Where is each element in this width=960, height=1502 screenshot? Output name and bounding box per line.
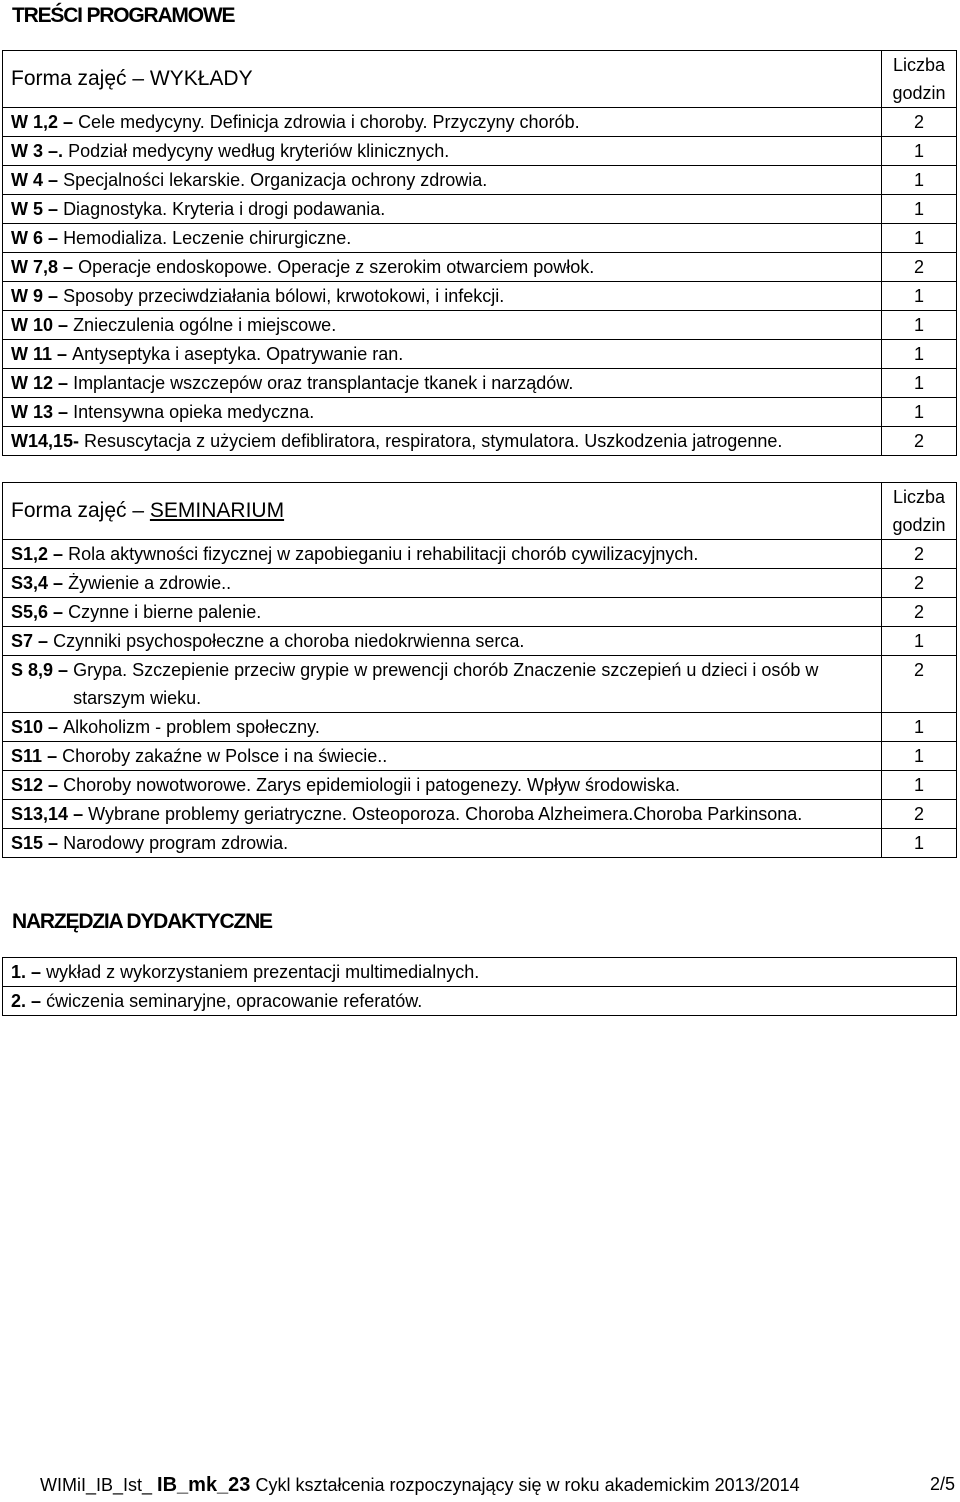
seminars-header-prefix: Forma zajęć – (11, 499, 150, 522)
lecture-code: W 5 (11, 199, 44, 219)
lecture-topic (3, 311, 882, 340)
seminar-hours: 1 (882, 713, 957, 742)
seminar-text: Rola aktywności fizycznej w zapobieganiu i rehabilitacji chorób cywilizacyjnych. (68, 544, 699, 564)
lecture-topic-wrap (11, 137, 873, 165)
seminar-text: Choroby nowotworowe. Zarys epidemiologii i patogenezy. Wpływ środowiska. (63, 775, 681, 795)
lecture-code-wrap (11, 108, 78, 136)
lecture-dash: – (58, 373, 69, 393)
lecture-hours: 1 (882, 282, 957, 311)
lecture-topic-wrap (11, 195, 873, 223)
seminar-dash: – (38, 631, 49, 651)
seminar-hours: 1 (882, 771, 957, 800)
seminar-code: S7 (11, 631, 34, 651)
tool-dash: – (31, 991, 42, 1011)
lecture-topic-wrap (11, 340, 873, 368)
lecture-dash: – (48, 286, 59, 306)
lecture-topic-wrap (11, 108, 873, 136)
seminar-topic-wrap (11, 771, 873, 799)
seminar-topic (3, 569, 882, 598)
seminar-code: S3,4 (11, 573, 49, 593)
tool-text: ćwiczenia seminaryjne, opracowanie referatów. (46, 991, 423, 1011)
lecture-topic (3, 398, 882, 427)
seminar-code-wrap (11, 569, 68, 597)
seminar-topic (3, 800, 882, 829)
lecture-text: Podział medycyny według kryteriów klinicznych. (68, 141, 450, 161)
lecture-hours: 1 (882, 369, 957, 398)
lecture-hours: 2 (882, 427, 957, 456)
seminar-code: S13,14 (11, 804, 69, 824)
section-title-program-content: TREŚCI PROGRAMOWE (12, 4, 235, 27)
seminar-hours: 1 (882, 829, 957, 858)
lecture-row (3, 166, 957, 195)
lecture-topic (3, 282, 882, 311)
seminar-row (3, 656, 957, 713)
lecture-code-wrap (11, 282, 63, 310)
lecture-code-wrap (11, 166, 63, 194)
seminar-dash: – (47, 746, 58, 766)
seminars-table (2, 482, 957, 858)
lecture-hours: 1 (882, 137, 957, 166)
lecture-code-wrap (11, 398, 73, 426)
lecture-topic (3, 137, 882, 166)
lecture-topic (3, 224, 882, 253)
lecture-dash: – (63, 112, 74, 132)
seminar-topic-wrap (11, 800, 873, 828)
tool-row (3, 987, 957, 1016)
seminar-code-wrap (11, 627, 53, 655)
seminar-text: Grypa. Szczepienie przeciw grypie w prewencji chorób Znaczenie szczepień u dzieci i osób w starszym wieku. (73, 660, 819, 708)
lecture-row (3, 369, 957, 398)
lecture-topic (3, 195, 882, 224)
page-footer (40, 1474, 955, 1497)
lecture-topic-wrap (11, 427, 873, 455)
seminar-code-wrap (11, 598, 68, 626)
lecture-topic-wrap (11, 311, 873, 339)
teaching-tools-table (2, 957, 957, 1016)
seminar-code: S15 (11, 833, 44, 853)
lecture-dash: – (48, 199, 59, 219)
seminar-topic-wrap (11, 540, 873, 568)
lecture-hours: 1 (882, 340, 957, 369)
lecture-row (3, 427, 957, 456)
seminar-hours: 1 (882, 742, 957, 771)
lecture-row (3, 282, 957, 311)
lecture-text: Resuscytacja z użyciem defibliratora, respiratora, stymulatora. Uszkodzenia jatrogenne. (84, 431, 783, 451)
seminar-code-wrap (11, 540, 68, 568)
lecture-hours: 1 (882, 398, 957, 427)
lecture-code: W 3 (11, 141, 44, 161)
seminar-topic (3, 742, 882, 771)
lecture-topic (3, 166, 882, 195)
seminar-text: Wybrane problemy geriatryczne. Osteoporoza. Choroba Alzheimera.Choroba Parkinsona. (88, 804, 803, 824)
lecture-code-wrap (11, 427, 84, 455)
lecture-code-wrap (11, 369, 73, 397)
lecture-text: Hemodializa. Leczenie chirurgiczne. (63, 228, 352, 248)
lecture-row (3, 108, 957, 137)
seminar-dash: – (73, 804, 84, 824)
lecture-row (3, 340, 957, 369)
lecture-code: W 12 (11, 373, 54, 393)
seminar-topic-wrap (11, 742, 873, 770)
hours-header: Liczba godzin (882, 51, 957, 108)
lecture-dash: – (58, 402, 69, 422)
lecture-code-wrap (11, 253, 78, 281)
seminar-dash: – (58, 660, 69, 680)
seminar-text: Czynniki psychospołeczne a choroba niedokrwienna serca. (53, 631, 525, 651)
tool-item (3, 958, 957, 987)
seminar-code-wrap (11, 742, 62, 770)
seminar-dash: – (48, 775, 59, 795)
lecture-code: W 4 (11, 170, 44, 190)
seminar-topic-wrap (11, 598, 873, 626)
seminar-topic (3, 713, 882, 742)
lecture-hours: 1 (882, 224, 957, 253)
seminar-hours: 2 (882, 598, 957, 627)
seminar-topic (3, 771, 882, 800)
seminar-code-wrap (11, 713, 63, 741)
seminar-dash: – (53, 573, 64, 593)
lecture-text: Sposoby przeciwdziałania bólowi, krwotokowi, i infekcji. (63, 286, 505, 306)
section-title-teaching-tools: NARZĘDZIA DYDAKTYCZNE (12, 910, 272, 933)
seminar-row (3, 800, 957, 829)
lecture-hours: 1 (882, 195, 957, 224)
lecture-code-wrap (11, 137, 68, 165)
lecture-row (3, 398, 957, 427)
seminar-dash: – (53, 602, 64, 622)
seminar-topic (3, 627, 882, 656)
lecture-code: W 9 (11, 286, 44, 306)
footer-text: Cykl kształcenia rozpoczynający się w roku akademickim 2013/2014 (250, 1475, 800, 1495)
seminar-hours: 2 (882, 656, 957, 713)
lecture-dash: – (48, 170, 59, 190)
seminar-code: S 8,9 (11, 660, 54, 680)
page-number: 2/5 (929, 1474, 955, 1494)
tool-text: wykład z wykorzystaniem prezentacji multimedialnych. (46, 962, 480, 982)
tool-number: 2. (11, 991, 27, 1011)
lecture-topic (3, 369, 882, 398)
lecture-topic-wrap (11, 166, 873, 194)
lecture-code-wrap (11, 224, 63, 252)
seminar-row (3, 829, 957, 858)
seminar-text: Narodowy program zdrowia. (63, 833, 289, 853)
tool-number: 1. (11, 962, 27, 982)
seminar-topic-wrap (11, 627, 873, 655)
lecture-text: Operacje endoskopowe. Operacje z szerokim otwarciem powłok. (78, 257, 595, 277)
seminar-code-wrap (11, 829, 63, 857)
lecture-code: W14,15- (11, 431, 80, 451)
lectures-header-row (3, 51, 957, 108)
seminar-topic-wrap (11, 569, 873, 597)
lecture-row (3, 137, 957, 166)
seminar-row (3, 742, 957, 771)
seminar-topic (3, 540, 882, 569)
seminar-hours: 2 (882, 800, 957, 829)
lecture-hours: 2 (882, 253, 957, 282)
lectures-table (2, 50, 957, 456)
hours-header: Liczba godzin (882, 483, 957, 540)
lecture-row (3, 311, 957, 340)
tool-dash: – (31, 962, 42, 982)
seminar-row (3, 771, 957, 800)
seminar-code: S12 (11, 775, 44, 795)
lecture-code: W 10 (11, 315, 54, 335)
lecture-code: W 11 (11, 344, 53, 364)
lecture-dash: –. (48, 141, 64, 161)
lecture-hours: 1 (882, 311, 957, 340)
lecture-row (3, 253, 957, 282)
seminars-header-row (3, 483, 957, 540)
seminar-code: S11 (11, 746, 43, 766)
lecture-text: Cele medycyny. Definicja zdrowia i choroby. Przyczyny chorób. (78, 112, 580, 132)
seminar-topic (3, 598, 882, 627)
lecture-hours: 2 (882, 108, 957, 137)
seminar-row (3, 598, 957, 627)
seminar-topic-wrap (11, 829, 873, 857)
seminar-row (3, 540, 957, 569)
seminar-code: S1,2 (11, 544, 49, 564)
lecture-code-wrap (11, 311, 73, 339)
seminar-hours: 1 (882, 627, 957, 656)
seminar-code: S5,6 (11, 602, 49, 622)
seminar-row (3, 713, 957, 742)
lecture-text: Diagnostyka. Kryteria i drogi podawania. (63, 199, 386, 219)
seminar-hours: 2 (882, 540, 957, 569)
lecture-topic (3, 427, 882, 456)
lecture-dash: – (58, 315, 69, 335)
lecture-dash: – (48, 228, 59, 248)
tool-item (3, 987, 957, 1016)
lecture-hours: 1 (882, 166, 957, 195)
lecture-code-wrap (11, 340, 72, 368)
lecture-topic-wrap (11, 398, 873, 426)
seminar-code-wrap (11, 656, 73, 712)
seminar-row (3, 627, 957, 656)
lecture-text: Znieczulenia ogólne i miejscowe. (73, 315, 337, 335)
seminar-text: Choroby zakaźne w Polsce i na świecie.. (62, 746, 388, 766)
footer-prefix: WIMiI_IB_Ist_ (40, 1475, 158, 1495)
footer-course-info (40, 1474, 800, 1497)
lecture-dash: – (63, 257, 74, 277)
lecture-row (3, 224, 957, 253)
lecture-row (3, 195, 957, 224)
seminar-code-wrap (11, 771, 63, 799)
tool-row (3, 958, 957, 987)
lecture-code-wrap (11, 195, 63, 223)
lecture-text: Implantacje wszczepów oraz transplantacje tkanek i narządów. (73, 373, 574, 393)
footer-course-code: IB_mk_23 (157, 1474, 251, 1496)
lecture-topic-wrap (11, 224, 873, 252)
lecture-topic (3, 253, 882, 282)
seminar-text: Alkoholizm - problem społeczny. (63, 717, 320, 737)
seminar-hours: 2 (882, 569, 957, 598)
lecture-code: W 13 (11, 402, 54, 422)
lecture-text: Specjalności lekarskie. Organizacja ochrony zdrowia. (63, 170, 488, 190)
seminar-dash: – (48, 833, 59, 853)
seminar-code: S10 (11, 717, 44, 737)
seminar-topic (3, 829, 882, 858)
lecture-topic-wrap (11, 253, 873, 281)
lectures-header: Forma zajęć – WYKŁADY (3, 51, 882, 108)
seminar-dash: – (48, 717, 59, 737)
seminar-topic-wrap (11, 656, 873, 712)
lecture-topic-wrap (11, 282, 873, 310)
seminar-text: Czynne i bierne palenie. (68, 602, 262, 622)
seminars-header-name: SEMINARIUM (149, 499, 285, 522)
seminar-code-wrap (11, 800, 88, 828)
lecture-topic (3, 108, 882, 137)
lecture-text: Antyseptyka i aseptyka. Opatrywanie ran. (72, 344, 404, 364)
lecture-code: W 1,2 (11, 112, 59, 132)
seminar-row (3, 569, 957, 598)
seminar-topic (3, 656, 882, 713)
lecture-code: W 6 (11, 228, 44, 248)
lecture-topic-wrap (11, 369, 873, 397)
lecture-code: W 7,8 (11, 257, 59, 277)
seminar-text: Żywienie a zdrowie.. (68, 573, 232, 593)
seminar-dash: – (53, 544, 64, 564)
seminar-topic-wrap (11, 713, 873, 741)
lecture-dash: – (57, 344, 68, 364)
lecture-text: Intensywna opieka medyczna. (73, 402, 315, 422)
lecture-topic (3, 340, 882, 369)
seminars-header (3, 483, 882, 540)
